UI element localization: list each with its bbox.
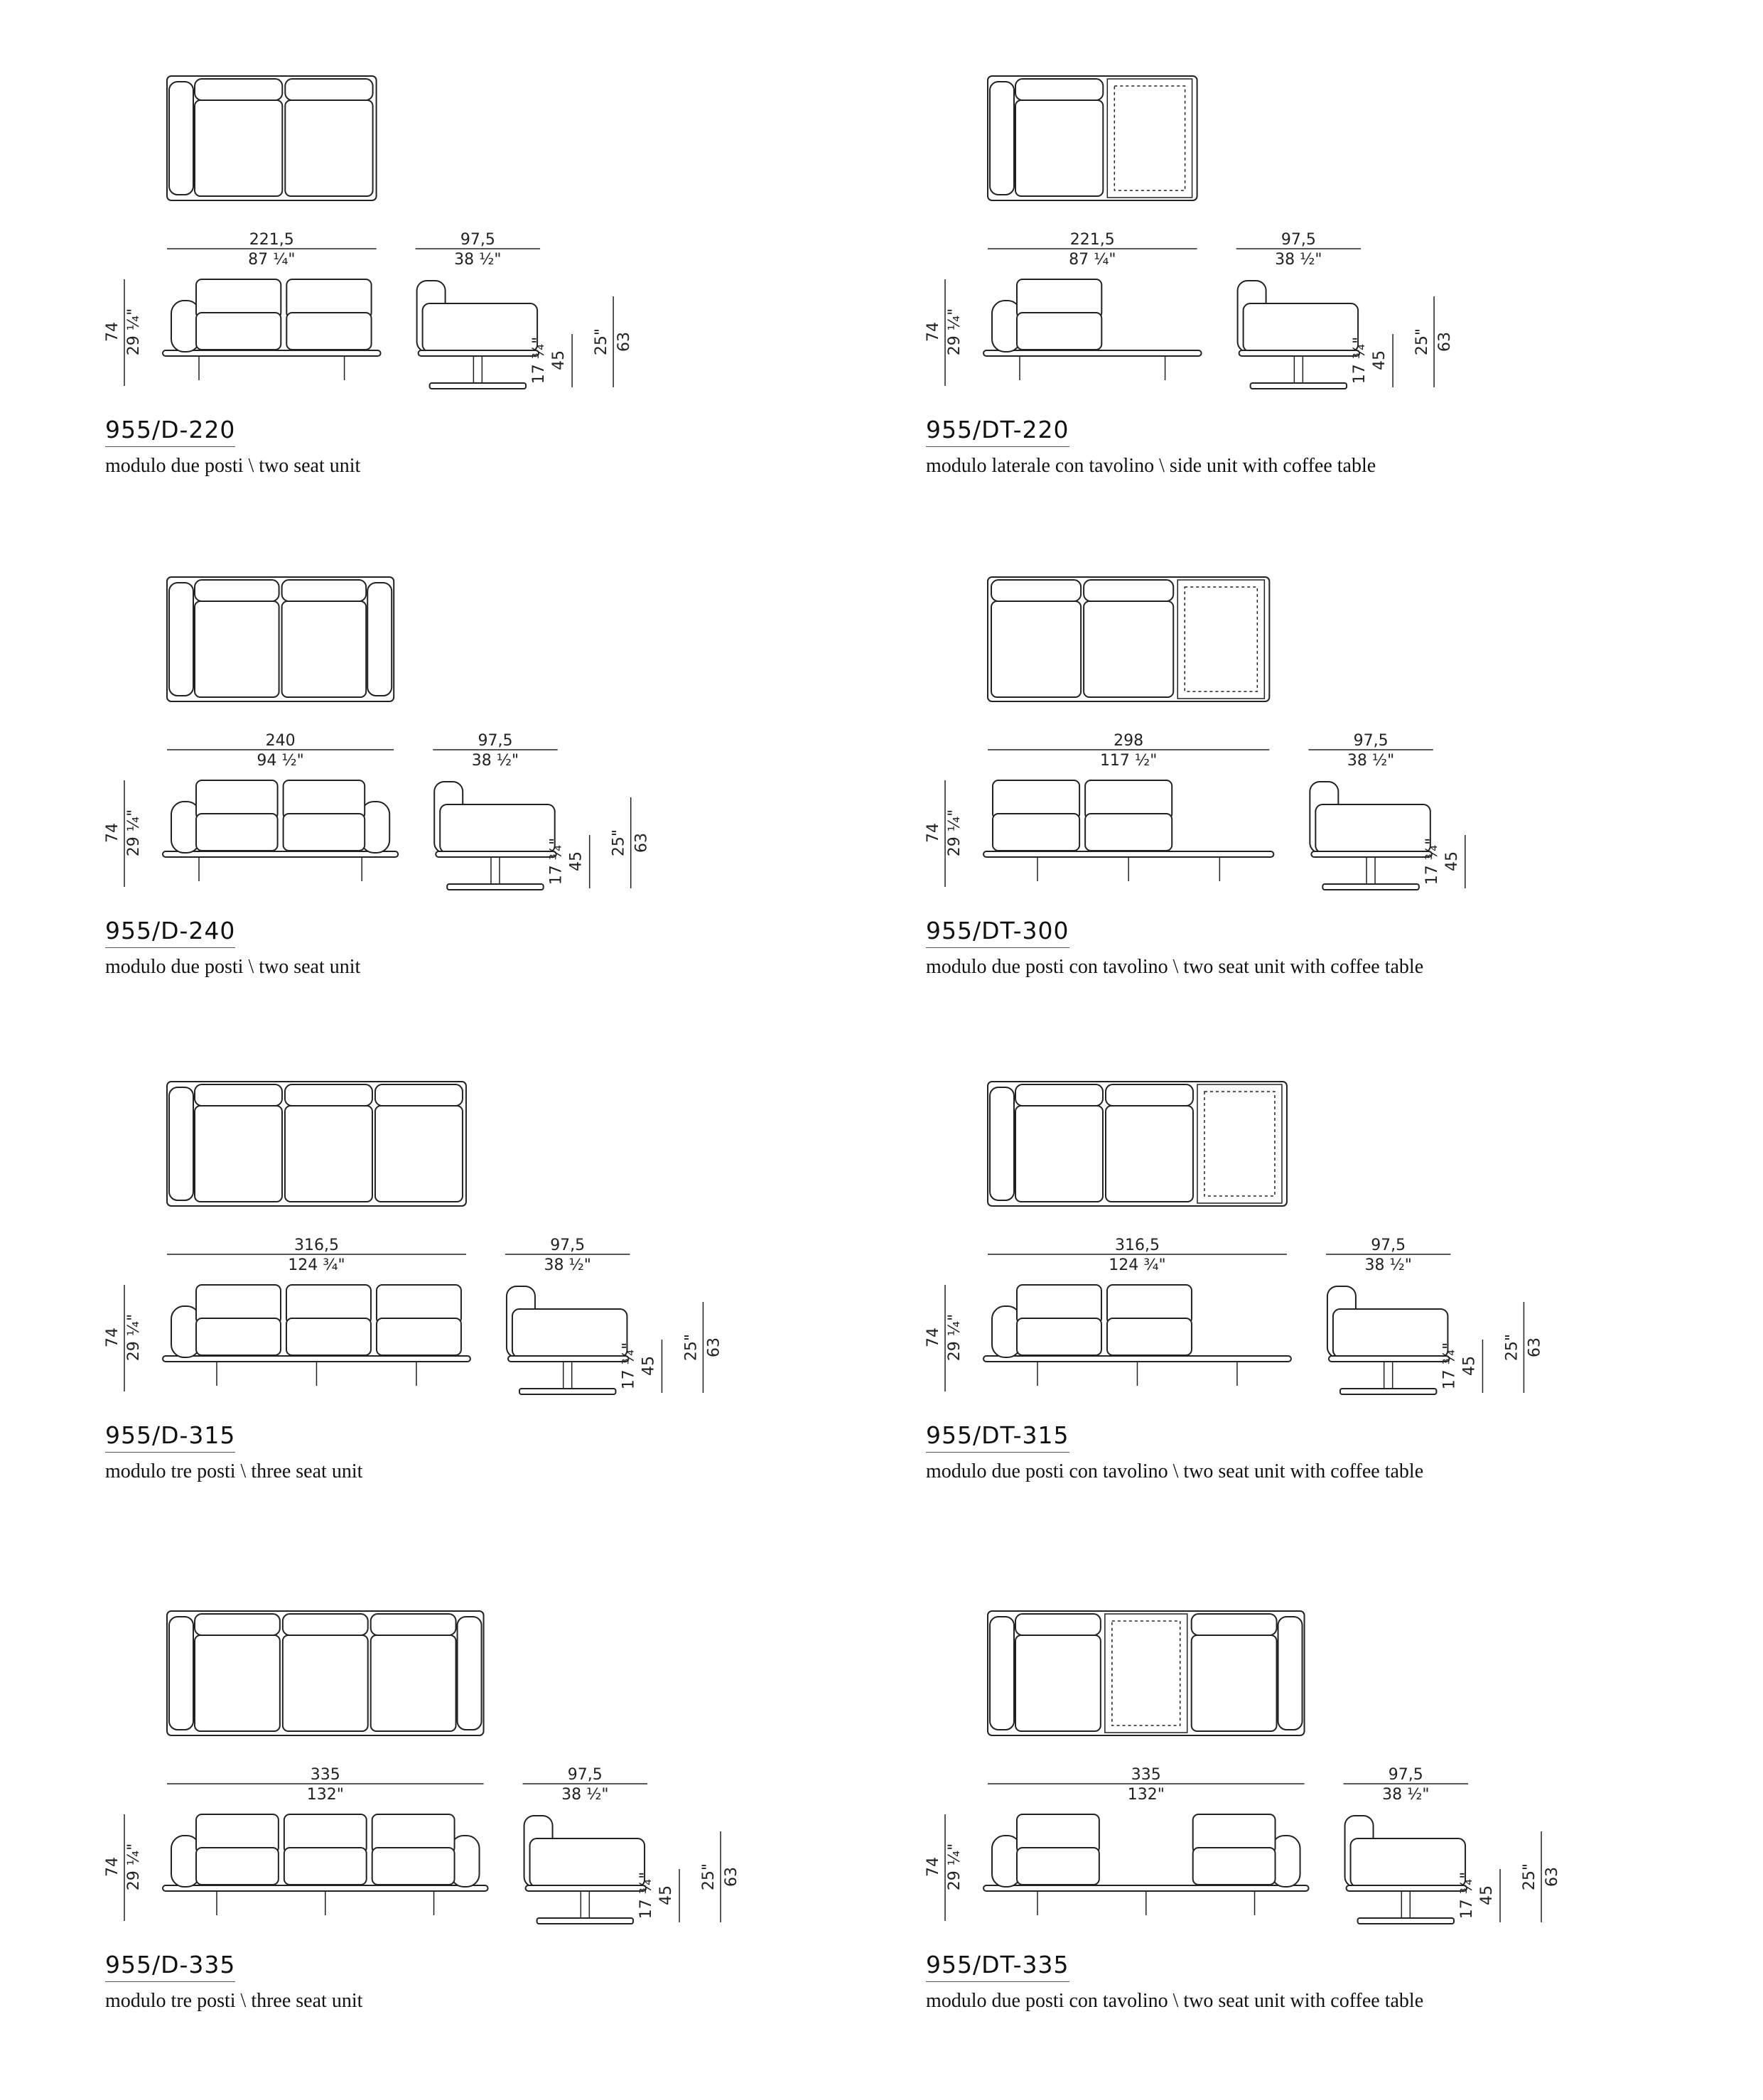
- seat-height-cm-label: 45: [1371, 350, 1389, 370]
- product-description: modulo tre posti \ three seat unit: [105, 1990, 363, 2012]
- side-foot-plate: [447, 884, 544, 890]
- front-seat-cushion: [372, 1848, 455, 1885]
- plan-seat-cushion: [991, 601, 1081, 697]
- width-in-label: 117 ½": [1099, 752, 1158, 770]
- arm-height-in-label: 25": [1503, 1333, 1521, 1362]
- arm-height-in-label: 25": [1521, 1863, 1539, 1891]
- side-foot-plate: [1251, 383, 1347, 389]
- front-seat-cushion: [1017, 1848, 1099, 1885]
- product-drawing: [103, 569, 920, 910]
- arm-height-in-label: 25": [1413, 328, 1432, 356]
- front-seat-cushion: [1085, 814, 1172, 851]
- front-base-plinth: [983, 1885, 1309, 1891]
- side-seat-cushion: [1333, 1309, 1448, 1357]
- plan-armrest: [169, 583, 193, 696]
- width-in-label: 124 ¾": [288, 1256, 345, 1274]
- product-code: 955/DT-315: [926, 1421, 1069, 1453]
- side-seat-cushion: [512, 1309, 627, 1357]
- product-description: modulo due posti con tavolino \ two seat unit with coffee table: [926, 1990, 1424, 2012]
- product-drawing: [103, 1603, 920, 1944]
- plan-seat-cushion: [195, 1635, 280, 1731]
- width-in-label: 132": [1127, 1786, 1165, 1804]
- product-code: 955/DT-300: [926, 917, 1069, 948]
- side-foot-plate: [430, 383, 527, 389]
- width-in-label: 124 ¾": [1109, 1256, 1166, 1274]
- product-drawing: [924, 569, 1741, 910]
- depth-in-label: 38 ½": [1382, 1786, 1430, 1804]
- depth-in-label: 38 ½": [1364, 1256, 1412, 1274]
- width-cm-label: 335: [310, 1766, 340, 1784]
- product-code: 955/D-240: [105, 917, 235, 948]
- plan-backrest: [285, 79, 372, 100]
- side-seat-cushion: [423, 303, 538, 352]
- seat-height-in-label: 17 ¾": [530, 336, 549, 384]
- depth-in-label: 38 ½": [1347, 752, 1395, 770]
- front-armrest: [1272, 1836, 1300, 1887]
- front-base-plinth: [983, 851, 1273, 857]
- product-description: modulo due posti con tavolino \ two seat unit with coffee table: [926, 956, 1424, 978]
- plan-seat-cushion: [282, 601, 367, 697]
- arm-height-in-label: 25": [682, 1333, 701, 1362]
- plan-seat-cushion: [283, 1635, 368, 1731]
- depth-cm-label: 97,5: [550, 1237, 586, 1254]
- front-seat-cushion: [196, 313, 281, 350]
- arm-height-cm-label: 63: [723, 1867, 741, 1887]
- plan-backrest: [283, 1614, 368, 1635]
- product-955-d-315: [103, 1073, 920, 1571]
- arm-height-in-label: 25": [700, 1863, 718, 1891]
- product-drawing: [103, 1073, 920, 1414]
- plan-armrest: [990, 1617, 1014, 1730]
- width-cm-label: 335: [1131, 1766, 1161, 1784]
- plan-backrest: [1106, 1084, 1193, 1106]
- seat-height-cm-label: 45: [1460, 1356, 1479, 1376]
- plan-armrest: [990, 1087, 1014, 1200]
- product-955-dt-300: [924, 569, 1741, 1066]
- product-description: modulo due posti \ two seat unit: [105, 956, 361, 978]
- seat-height-in-label: 17 ¾": [1440, 1342, 1459, 1390]
- width-in-label: 94 ½": [257, 752, 304, 770]
- product-drawing: [924, 1073, 1741, 1414]
- seat-height-cm-label: 45: [1478, 1885, 1497, 1905]
- height-cm-label: 74: [924, 1328, 942, 1347]
- plan-backrest: [195, 1614, 280, 1635]
- arm-height-in-label: 25": [610, 829, 628, 857]
- seat-height-cm-label: 45: [1443, 851, 1461, 871]
- seat-height-in-label: 17 ¾": [547, 837, 566, 885]
- depth-cm-label: 97,5: [478, 732, 513, 750]
- height-in-label: 29 ¼": [125, 809, 143, 857]
- plan-armrest: [367, 583, 392, 696]
- depth-cm-label: 97,5: [1388, 1766, 1423, 1784]
- front-base-plinth: [163, 851, 398, 857]
- depth-in-label: 38 ½": [561, 1786, 609, 1804]
- plan-seat-cushion: [1015, 100, 1103, 196]
- height-cm-label: 74: [104, 823, 122, 843]
- product-955-dt-335: [924, 1603, 1741, 2100]
- product-955-dt-315: [924, 1073, 1741, 1571]
- height-in-label: 29 ¼": [946, 1843, 964, 1891]
- seat-height-in-label: 17 ¾": [1423, 837, 1441, 885]
- plan-backrest: [1015, 79, 1103, 100]
- plan-seat-cushion: [1015, 1106, 1103, 1202]
- height-in-label: 29 ¼": [946, 809, 964, 857]
- plan-seat-cushion: [285, 100, 372, 196]
- plan-backrest: [285, 1084, 372, 1106]
- height-cm-label: 74: [924, 322, 942, 342]
- side-foot-plate: [1358, 1918, 1455, 1924]
- arm-height-cm-label: 63: [1526, 1337, 1544, 1357]
- depth-cm-label: 97,5: [567, 1766, 603, 1784]
- width-cm-label: 316,5: [1114, 1237, 1160, 1254]
- height-in-label: 29 ¼": [946, 308, 964, 356]
- height-cm-label: 74: [104, 1857, 122, 1877]
- front-seat-cushion: [286, 313, 371, 350]
- side-seat-cushion: [1244, 303, 1359, 352]
- height-cm-label: 74: [924, 1857, 942, 1877]
- width-in-label: 132": [306, 1786, 344, 1804]
- seat-height-in-label: 17 ¾": [620, 1342, 638, 1390]
- plan-armrest: [169, 1087, 193, 1200]
- front-seat-cushion: [196, 1318, 281, 1355]
- side-base-plinth: [1239, 350, 1360, 356]
- depth-in-label: 38 ½": [454, 251, 502, 269]
- depth-in-label: 38 ½": [471, 752, 519, 770]
- plan-backrest: [282, 580, 367, 601]
- depth-cm-label: 97,5: [1353, 732, 1389, 750]
- plan-backrest: [1192, 1614, 1277, 1635]
- product-955-d-220: [103, 68, 920, 565]
- arm-height-cm-label: 63: [1436, 332, 1455, 352]
- side-foot-plate: [1322, 884, 1419, 890]
- plan-seat-cushion: [195, 601, 279, 697]
- plan-backrest: [195, 580, 279, 601]
- plan-armrest: [990, 82, 1014, 195]
- plan-backrest: [195, 1084, 282, 1106]
- arm-height-in-label: 25": [593, 328, 611, 356]
- front-seat-cushion: [286, 1318, 371, 1355]
- width-cm-label: 240: [265, 732, 296, 750]
- front-seat-cushion: [993, 814, 1079, 851]
- depth-cm-label: 97,5: [1281, 231, 1316, 249]
- seat-height-cm-label: 45: [657, 1885, 676, 1905]
- arm-height-cm-label: 63: [632, 833, 651, 853]
- seat-height-in-label: 17 ¾": [1458, 1871, 1477, 1919]
- plan-armrest: [169, 82, 193, 195]
- front-base-plinth: [983, 1356, 1291, 1362]
- plan-seat-cushion: [1192, 1635, 1277, 1731]
- plan-backrest: [991, 580, 1081, 601]
- side-foot-plate: [1340, 1389, 1437, 1394]
- plan-seat-cushion: [285, 1106, 372, 1202]
- plan-armrest: [1278, 1617, 1303, 1730]
- side-foot-plate: [537, 1918, 634, 1924]
- width-cm-label: 316,5: [293, 1237, 339, 1254]
- plan-backrest: [1084, 580, 1173, 601]
- product-955-d-240: [103, 569, 920, 1066]
- product-description: modulo due posti con tavolino \ two seat unit with coffee table: [926, 1460, 1424, 1482]
- width-in-label: 87 ¼": [1069, 251, 1116, 269]
- plan-seat-cushion: [375, 1106, 463, 1202]
- front-seat-cushion: [1017, 313, 1101, 350]
- plan-backrest: [1015, 1084, 1103, 1106]
- front-seat-cushion: [1107, 1318, 1192, 1355]
- seat-height-cm-label: 45: [550, 350, 568, 370]
- height-cm-label: 74: [104, 322, 122, 342]
- plan-armrest: [458, 1617, 482, 1730]
- product-955-d-335: [103, 1603, 920, 2100]
- side-seat-cushion: [440, 804, 555, 853]
- side-foot-plate: [519, 1389, 616, 1394]
- product-description: modulo due posti \ two seat unit: [105, 455, 361, 477]
- plan-armrest: [169, 1617, 193, 1730]
- depth-cm-label: 97,5: [460, 231, 495, 249]
- front-seat-cushion: [196, 814, 278, 851]
- side-seat-cushion: [1351, 1838, 1466, 1887]
- product-drawing: [924, 68, 1741, 409]
- arm-height-cm-label: 63: [615, 332, 634, 352]
- plan-seat-cushion: [195, 1106, 282, 1202]
- plan-seat-cushion: [1015, 1635, 1101, 1731]
- depth-cm-label: 97,5: [1371, 1237, 1406, 1254]
- side-base-plinth: [419, 350, 539, 356]
- side-base-plinth: [1347, 1885, 1467, 1891]
- front-seat-cushion: [377, 1318, 461, 1355]
- side-seat-cushion: [1315, 804, 1430, 853]
- side-base-plinth: [1329, 1356, 1450, 1362]
- product-drawing: [924, 1603, 1741, 1944]
- side-seat-cushion: [530, 1838, 645, 1887]
- width-cm-label: 298: [1114, 732, 1144, 750]
- width-cm-label: 221,5: [249, 231, 294, 249]
- front-base-plinth: [983, 350, 1202, 356]
- product-code: 955/DT-220: [926, 416, 1069, 447]
- depth-in-label: 38 ½": [1275, 251, 1322, 269]
- plan-backrest: [375, 1084, 463, 1106]
- seat-height-cm-label: 45: [640, 1356, 658, 1376]
- product-code: 955/D-220: [105, 416, 235, 447]
- arm-height-cm-label: 63: [705, 1337, 723, 1357]
- arm-height-cm-label: 63: [1543, 1867, 1562, 1887]
- front-base-plinth: [163, 1885, 488, 1891]
- plan-backrest: [195, 79, 282, 100]
- product-code: 955/D-335: [105, 1951, 235, 1982]
- product-description: modulo laterale con tavolino \ side unit with coffee table: [926, 455, 1376, 477]
- height-cm-label: 74: [924, 823, 942, 843]
- product-description: modulo tre posti \ three seat unit: [105, 1460, 363, 1482]
- height-in-label: 29 ¼": [125, 1313, 143, 1362]
- plan-backrest: [1015, 1614, 1101, 1635]
- plan-backrest: [371, 1614, 456, 1635]
- side-base-plinth: [526, 1885, 647, 1891]
- product-code: 955/DT-335: [926, 1951, 1069, 1982]
- side-base-plinth: [508, 1356, 629, 1362]
- front-seat-cushion: [284, 1848, 367, 1885]
- side-base-plinth: [436, 851, 556, 857]
- plan-seat-cushion: [1084, 601, 1173, 697]
- front-base-plinth: [163, 1356, 470, 1362]
- height-in-label: 29 ¼": [125, 1843, 143, 1891]
- product-code: 955/D-315: [105, 1421, 235, 1453]
- plan-seat-cushion: [371, 1635, 456, 1731]
- seat-height-in-label: 17 ¾": [637, 1871, 656, 1919]
- height-in-label: 29 ¼": [946, 1313, 964, 1362]
- width-cm-label: 221,5: [1069, 231, 1115, 249]
- plan-seat-cushion: [195, 100, 282, 196]
- width-in-label: 87 ¼": [248, 251, 296, 269]
- front-seat-cushion: [196, 1848, 279, 1885]
- front-seat-cushion: [1017, 1318, 1101, 1355]
- height-in-label: 29 ¼": [125, 308, 143, 356]
- front-base-plinth: [163, 350, 381, 356]
- front-seat-cushion: [1193, 1848, 1276, 1885]
- height-cm-label: 74: [104, 1328, 122, 1347]
- plan-seat-cushion: [1106, 1106, 1193, 1202]
- product-drawing: [103, 68, 920, 409]
- seat-height-in-label: 17 ¾": [1351, 336, 1369, 384]
- side-base-plinth: [1311, 851, 1432, 857]
- product-955-dt-220: [924, 68, 1741, 565]
- seat-height-cm-label: 45: [567, 851, 586, 871]
- depth-in-label: 38 ½": [544, 1256, 591, 1274]
- front-seat-cushion: [284, 814, 365, 851]
